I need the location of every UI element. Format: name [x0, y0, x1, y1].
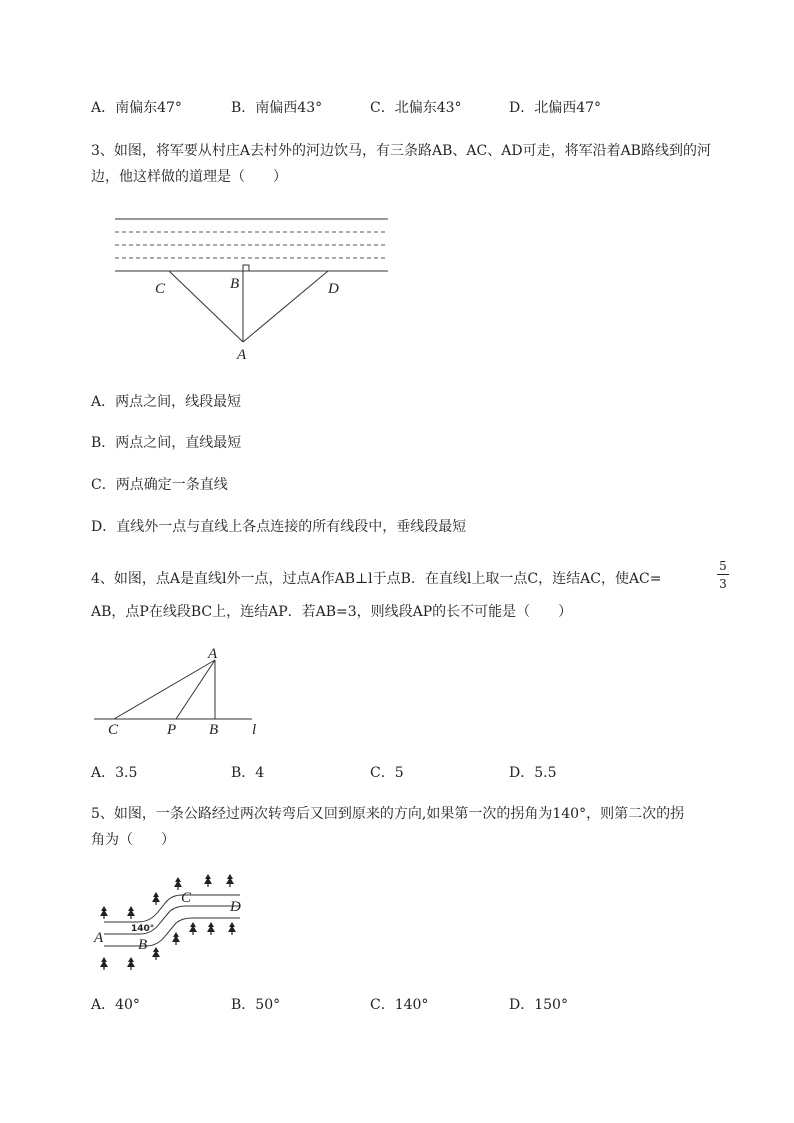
- q5-label-c: C: [181, 890, 192, 906]
- q3-label-a: A: [237, 347, 247, 363]
- q2-option-b: B．南偏西43°: [231, 100, 323, 116]
- q5-angle-label: 140°: [131, 924, 155, 934]
- q5-option-d: D．150°: [509, 997, 568, 1013]
- q3-option-c: C．两点确定一条直线: [91, 477, 228, 493]
- q4-fraction-denominator: 3: [719, 577, 727, 591]
- q4-option-c: C．5: [370, 765, 404, 781]
- q4-stem-line1: 4、如图，点A是直线l外一点，过点A作AB⊥l于点B．在直线l上取一点C，连结AC，使AC=: [91, 571, 662, 587]
- q4-label-c: C: [108, 722, 119, 738]
- q4-option-a: A．3.5: [91, 765, 138, 781]
- q5-label-a: A: [94, 930, 104, 946]
- q4-label-p: P: [167, 722, 177, 738]
- q5-label-d: D: [230, 899, 241, 915]
- q5-option-b: B．50°: [231, 997, 281, 1013]
- q3-option-a: A．两点之间，线段最短: [91, 394, 242, 410]
- q4-option-d: D．5.5: [509, 765, 557, 781]
- q2-option-a: A．南偏东47°: [91, 100, 182, 116]
- q4-label-a: A: [208, 646, 218, 662]
- q3-label-d: D: [328, 281, 339, 297]
- q5-label-b: B: [138, 937, 148, 953]
- q5-stem-line2: 角为（ ）: [91, 832, 175, 848]
- q4-stem-line2: AB，点P在线段BC上，连结AP．若AB=3，则线段AP的长不可能是（ ）: [91, 604, 573, 620]
- q4-label-b: B: [209, 722, 219, 738]
- q2-option-c: C．北偏东43°: [370, 100, 462, 116]
- q3-stem-line1: 3、如图，将军要从村庄A去村外的河边饮马，有三条路AB、AC、AD可走，将军沿着AB路线到的河: [91, 143, 711, 159]
- q4-label-l: l: [252, 722, 257, 738]
- q3-option-d: D．直线外一点与直线上各点连接的所有线段中，垂线段最短: [91, 519, 467, 535]
- q3-stem-line2: 边，他这样做的道理是（ ）: [91, 169, 287, 185]
- q3-label-c: C: [155, 281, 166, 297]
- q3-option-b: B．两点之间，直线最短: [91, 435, 242, 451]
- q3-label-b: B: [230, 276, 240, 292]
- q4-option-b: B．4: [231, 765, 265, 781]
- q5-option-c: C．140°: [370, 997, 429, 1013]
- q2-option-d: D．北偏西47°: [509, 100, 602, 116]
- q5-option-a: A．40°: [91, 997, 140, 1013]
- q4-fraction-numerator: 5: [719, 559, 727, 573]
- q5-stem-line1: 5、如图，一条公路经过两次转弯后又回到原来的方向,如果第一次的拐角为140°，则第二次的拐: [91, 806, 685, 822]
